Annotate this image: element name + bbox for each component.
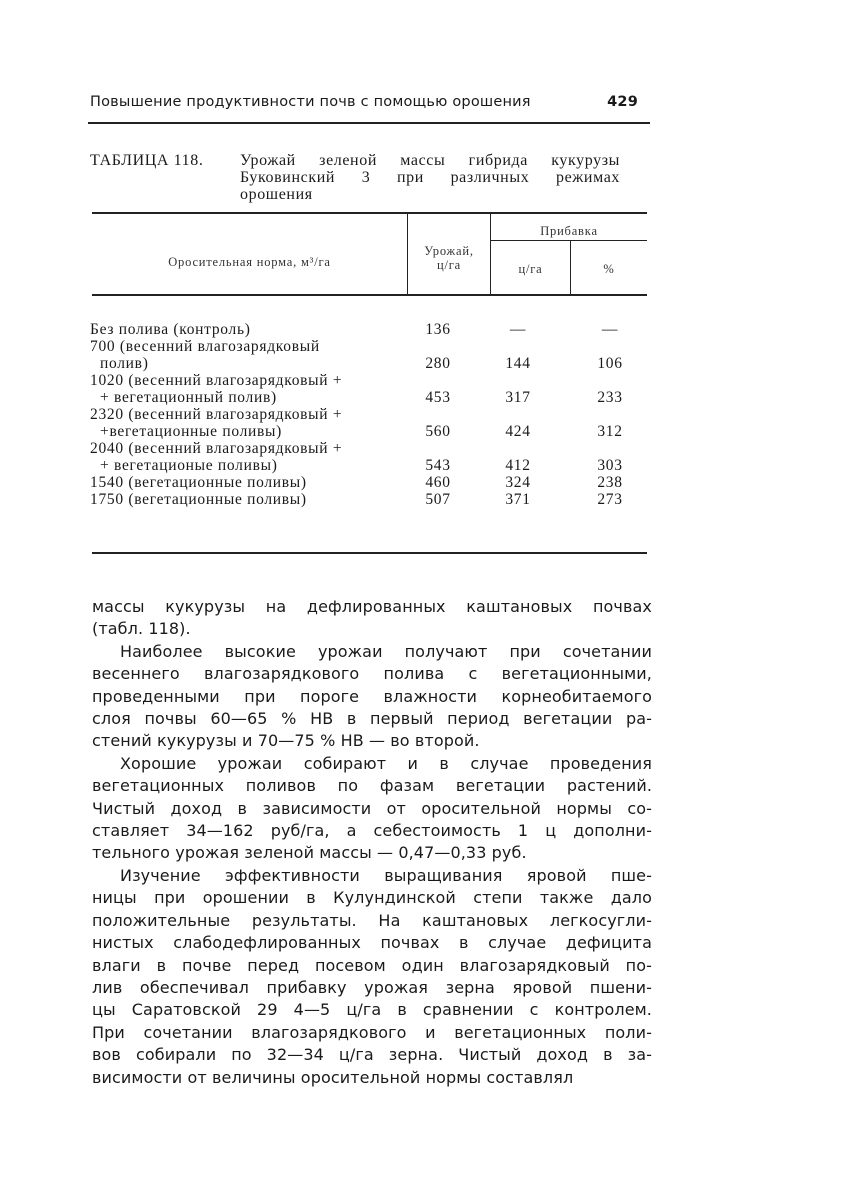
row-label-line: 1750 (вегетационные поливы) <box>90 491 307 508</box>
row-label <box>90 491 410 508</box>
table-row <box>90 321 650 338</box>
text-line: массы кукурузы на дефлированных каштановых почвах <box>92 597 652 616</box>
text-line: Чистый доход в зависимости от оросительной нормы со- <box>92 798 652 818</box>
text-line: тельного урожая зеленой массы — 0,47—0,33 руб. <box>92 843 527 863</box>
row-label-line: 700 (весенний влагозарядковый <box>90 338 320 355</box>
text-line: проведенными при пороге влажности корнеобитаемого <box>92 686 652 706</box>
cell-gain-pct: 273 <box>597 491 623 508</box>
row-label <box>90 338 410 372</box>
text-line: стений кукурузы и 70—75 % НВ — во второй. <box>92 731 480 751</box>
cell-gain-abs: 317 <box>505 389 531 406</box>
table-row <box>90 406 650 440</box>
row-label <box>90 474 410 491</box>
cell-gain-pct: 106 <box>597 355 623 372</box>
row-label-line: +вегетационные поливы) <box>100 423 282 440</box>
body-text <box>92 596 652 1089</box>
row-label-line: Без полива (контроль) <box>90 321 251 338</box>
gain-rule <box>490 240 647 241</box>
table-row <box>90 338 650 372</box>
table-title-line: орошения <box>240 186 313 203</box>
table-row <box>90 491 650 508</box>
cell-yield: 560 <box>425 423 451 440</box>
text-line: Изучение эффективности выращивания яровой пше- <box>120 865 652 885</box>
text-line: вегетационных поливов по фазам вегетации растений. <box>92 776 652 796</box>
header-rule <box>88 122 650 124</box>
text-line: влаги в почве перед посевом один влагозарядковый по- <box>92 955 652 975</box>
text-line: Наиболее высокие урожаи получают при сочетании <box>120 641 652 661</box>
table-label: ТАБЛИЦА 118. <box>90 152 204 169</box>
cell-gain-pct: 233 <box>597 389 623 406</box>
row-label <box>90 440 410 474</box>
cell-gain-abs: 324 <box>505 474 531 491</box>
cell-gain-pct: 303 <box>597 457 623 474</box>
cell-gain-pct: — <box>601 321 619 338</box>
text-line: лив обеспечивал прибавку урожая зерна яровой пшени- <box>92 977 652 997</box>
row-label <box>90 372 410 406</box>
cell-gain-pct: 238 <box>597 474 623 491</box>
table-top-rule <box>92 212 647 214</box>
text-line: (табл. 118). <box>92 619 191 639</box>
cell-yield: 136 <box>425 321 451 338</box>
table-bottom-rule <box>92 552 647 554</box>
text-line: цы Саратовской 29 4—5 ц/га в сравнении с контролем. <box>92 1000 652 1020</box>
cell-gain-abs: 424 <box>505 423 531 440</box>
text-line: вов собирали по 32—34 ц/га зерна. Чистый доход в за- <box>92 1045 652 1065</box>
cell-gain-abs: 371 <box>505 491 531 508</box>
text-line: положительные результаты. На каштановых легкосугли- <box>92 910 652 930</box>
table-title-line: Буковинский 3 при различных режимах <box>240 169 620 186</box>
row-label-line: полив) <box>100 355 149 372</box>
running-header <box>90 94 650 110</box>
row-label-line: 1020 (весенний влагозарядковый + <box>90 372 343 389</box>
row-label-line: 2320 (весенний влагозарядковый + <box>90 406 343 423</box>
table-header-rule <box>92 294 647 296</box>
column-header-yield <box>408 244 490 272</box>
row-label <box>90 321 410 338</box>
table-title <box>240 152 620 203</box>
text-line: весеннего влагозарядкового полива с вегетационными, <box>92 664 652 684</box>
column-header-norm: Оросительная норма, м³/га <box>168 255 331 269</box>
cell-gain-abs: 144 <box>505 355 531 372</box>
table-title-line: Урожай зеленой массы гибрида кукурузы <box>240 152 620 169</box>
table-row <box>90 372 650 406</box>
running-header-title: Повышение продуктивности почв с помощью орошения <box>90 94 531 110</box>
row-label <box>90 406 410 440</box>
table-row <box>90 440 650 474</box>
cell-yield: 453 <box>425 389 451 406</box>
cell-gain-abs: — <box>509 321 527 338</box>
row-label-line: 1540 (вегетационные поливы) <box>90 474 307 491</box>
table-row <box>90 474 650 491</box>
row-label-line: 2040 (весенний влагозарядковый + <box>90 440 343 457</box>
cell-gain-pct: 312 <box>597 423 623 440</box>
page-number: 429 <box>607 94 638 110</box>
row-label-line: + вегетационые поливы) <box>100 457 278 474</box>
text-line: висимости от величины оросительной нормы составлял <box>92 1067 574 1087</box>
cell-yield: 280 <box>425 355 451 372</box>
row-label-line: + вегетационный полив) <box>100 389 277 406</box>
cell-yield: 543 <box>425 457 451 474</box>
column-header-yield-line: Урожай, <box>424 244 474 258</box>
column-header-yield-line: ц/га <box>436 258 462 272</box>
cell-gain-abs: 412 <box>505 457 531 474</box>
text-line: ставляет 34—162 руб/га, а себестоимость 1 ц дополни- <box>92 821 652 841</box>
column-header-gain-abs: ц/га <box>518 262 543 276</box>
text-line: ницы при орошении в Кулундинской степи также дало <box>92 888 652 908</box>
text-line: При сочетании влагозарядкового и вегетационных поли- <box>92 1022 652 1042</box>
text-line: нистых слабодефлированных почвах в случае дефицита <box>92 933 652 953</box>
column-header-gain-pct: % <box>603 262 615 276</box>
column-header-gain: Прибавка <box>540 224 598 238</box>
text-line: слоя почвы 60—65 % НВ в первый период вегетации ра- <box>92 709 652 729</box>
cell-yield: 460 <box>425 474 451 491</box>
cell-yield: 507 <box>425 491 451 508</box>
text-line: Хорошие урожаи собирают и в случае проведения <box>120 753 652 773</box>
